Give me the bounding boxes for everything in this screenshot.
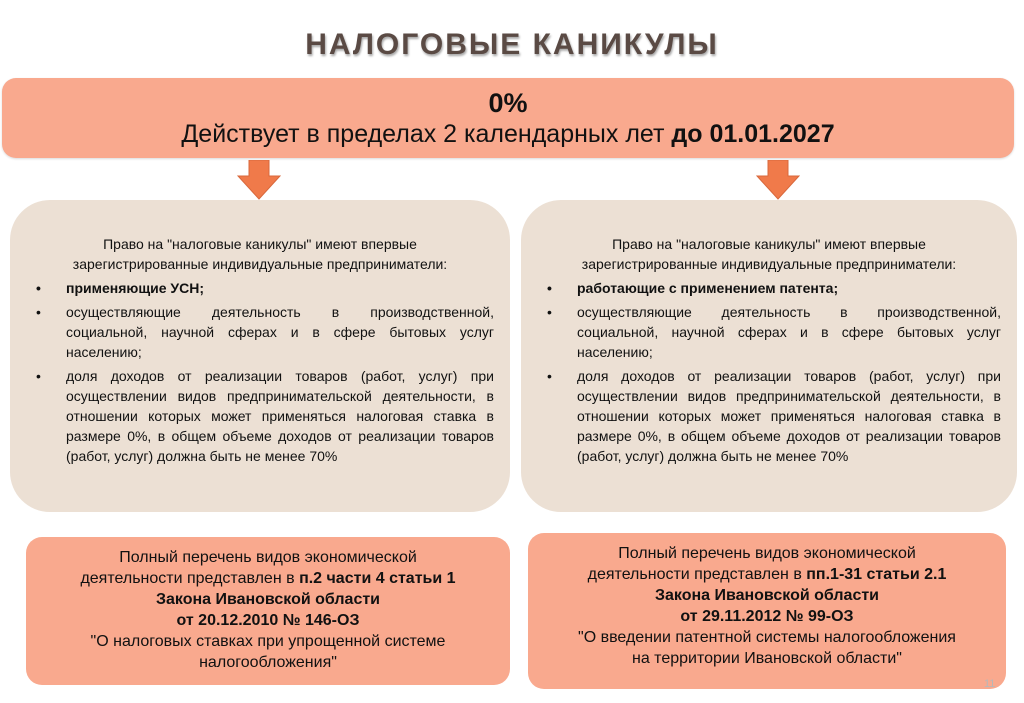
law-name: Закона Ивановской области — [155, 591, 381, 608]
law-title: на территории Ивановской области" — [632, 650, 902, 667]
law-line-prefix: деятельности представлен в — [587, 566, 807, 583]
arrow-down-icon — [237, 160, 281, 200]
panel-intro: Право на "налоговые каникулы" имеют впервые зарегистрированные индивидуальные предприниматели: — [581, 236, 957, 272]
law-name: Закона Ивановской области — [654, 587, 880, 604]
list-item: • доля доходов от реализации товаров (работ, услуг) при осуществлении видов предпринимательской деятельности, в отношении которых может применяться налоговая ставка в размере 0%, в общем объеме доходов от реализации товаров (работ, услуг) должна быть не менее 70% — [30, 366, 494, 466]
law-title: налогообложения" — [199, 654, 337, 671]
patent-eligibility-panel — [521, 200, 1017, 512]
page-title: НАЛОГОВЫЕ КАНИКУЛЫ — [305, 28, 719, 61]
validity-line — [2, 118, 1014, 150]
law-article: п.2 части 4 статьи 1 — [299, 570, 456, 587]
law-article: пп.1-31 статьи 2.1 — [806, 566, 947, 583]
list-item: • доля доходов от реализации товаров (работ, услуг) при осуществлении видов предпринимательской деятельности, в отношении которых может применяться налоговая ставка в размере 0%, в общем объеме доходов от реализации товаров (работ, услуг) должна быть не менее 70% — [541, 366, 1001, 466]
law-date-number: от 20.12.2010 № 146-ОЗ — [176, 612, 360, 629]
eligibility-list — [30, 278, 494, 470]
eligibility-list — [541, 278, 1001, 470]
patent-law-reference — [528, 533, 1006, 689]
tax-rate: 0% — [488, 88, 528, 118]
law-title: "О налоговых ставках при упрощенной системе — [90, 633, 446, 650]
arrow-down-icon — [756, 160, 800, 200]
law-line — [26, 568, 510, 589]
validity-date: до 01.01.2027 — [671, 120, 835, 148]
list-item: • осуществляющие деятельность в производственной, социальной, научной сферах и в сфере бытовых услуг населению; — [541, 302, 1001, 362]
validity-prefix: Действует в пределах 2 календарных лет — [181, 120, 672, 148]
law-date-number: от 29.11.2012 № 99-ОЗ — [680, 608, 854, 625]
list-item: • применяющие УСН; — [30, 278, 494, 298]
panel-intro: Право на "налоговые каникулы" имеют впервые зарегистрированные индивидуальные предприниматели: — [72, 236, 448, 272]
page-number: 11 — [984, 678, 996, 690]
usn-eligibility-panel — [10, 200, 510, 512]
list-item: • работающие с применением патента; — [541, 278, 1001, 298]
law-line: Полный перечень видов экономической — [119, 549, 417, 566]
law-line — [528, 564, 1006, 585]
list-item: • осуществляющие деятельность в производственной, социальной, научной сферах и в сфере бытовых услуг населению; — [30, 302, 494, 362]
usn-law-reference — [26, 537, 510, 685]
law-line-prefix: деятельности представлен в — [80, 570, 300, 587]
law-title: "О введении патентной системы налогообложения — [578, 629, 956, 646]
rate-banner — [2, 78, 1014, 158]
law-line: Полный перечень видов экономической — [618, 545, 916, 562]
